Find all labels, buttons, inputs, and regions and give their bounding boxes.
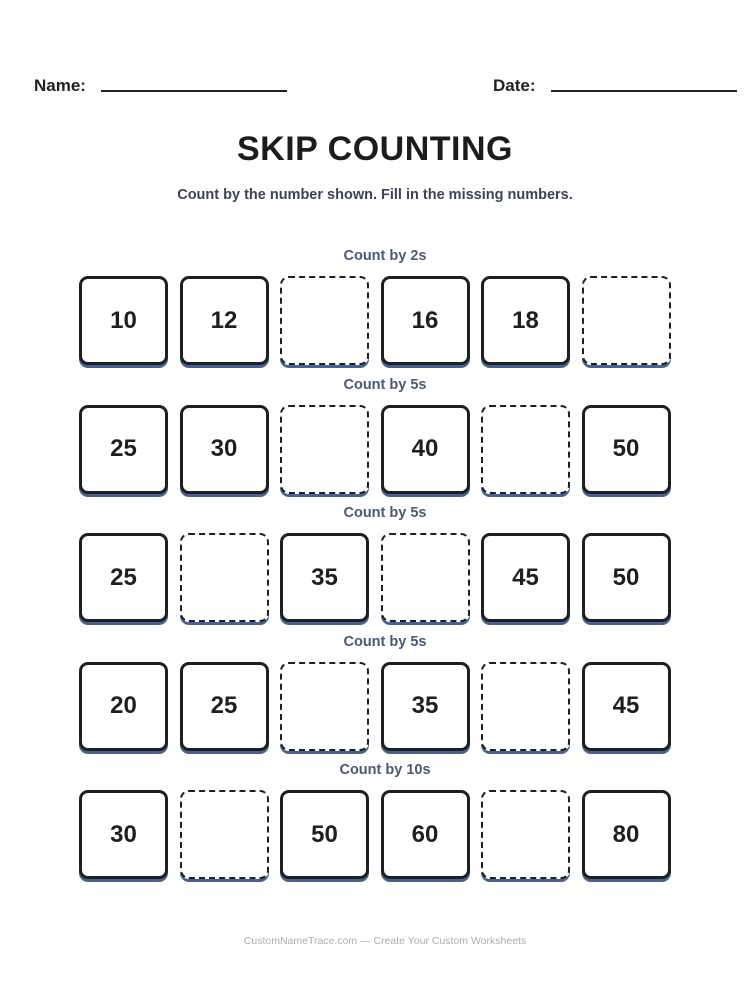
- number-box: 60: [381, 790, 470, 879]
- instructions: Count by the number shown. Fill in the missing numbers.: [177, 187, 573, 203]
- number-box: 25: [79, 533, 168, 622]
- number-box: 16: [381, 276, 470, 365]
- answer-box[interactable]: [481, 662, 570, 751]
- number-box: 80: [582, 790, 671, 879]
- answer-box[interactable]: [180, 790, 269, 879]
- row-label: Count by 5s: [343, 376, 427, 393]
- worksheet-title: SKIP COUNTING: [236, 130, 513, 168]
- answer-box[interactable]: [280, 662, 369, 751]
- date-label: Date:: [493, 76, 536, 95]
- number-boxes: [79, 790, 671, 879]
- row-label: Count by 2s: [343, 248, 427, 264]
- number-box: 50: [582, 533, 671, 622]
- answer-box[interactable]: [280, 405, 369, 494]
- name-field-line[interactable]: [101, 90, 287, 92]
- number-box: 12: [180, 276, 269, 365]
- row-label: Count by 10s: [339, 762, 431, 778]
- date-field-line[interactable]: [551, 90, 737, 92]
- exercise-row: [0, 377, 750, 506]
- answer-box[interactable]: [481, 790, 570, 879]
- answer-box[interactable]: [280, 276, 369, 365]
- number-box: 45: [481, 533, 570, 622]
- number-box: 35: [381, 662, 470, 751]
- number-boxes: [79, 533, 671, 622]
- footer-credit: CustomNameTrace.com — Create Your Custom Worksheets: [243, 935, 527, 947]
- exercise-row: [0, 634, 750, 763]
- row-label: Count by 5s: [343, 633, 427, 650]
- number-boxes: [79, 405, 671, 494]
- number-boxes: [79, 662, 671, 751]
- answer-box[interactable]: [582, 276, 671, 365]
- row-label: Count by 5s: [343, 505, 427, 521]
- exercise-rows: [0, 248, 750, 891]
- number-box: 50: [582, 405, 671, 494]
- answer-box[interactable]: [481, 405, 570, 494]
- number-box: 10: [79, 276, 168, 365]
- number-box: 25: [180, 662, 269, 751]
- name-label: Name:: [34, 76, 86, 95]
- number-box: 40: [381, 405, 470, 494]
- number-box: 50: [280, 790, 369, 879]
- exercise-row: [0, 248, 750, 377]
- exercise-row: [0, 505, 750, 634]
- number-box: 20: [79, 662, 168, 751]
- number-box: 30: [180, 405, 269, 494]
- number-boxes: [79, 276, 671, 365]
- answer-box[interactable]: [180, 533, 269, 622]
- number-box: 35: [280, 533, 369, 622]
- number-box: 18: [481, 276, 570, 365]
- number-box: 25: [79, 405, 168, 494]
- number-box: 30: [79, 790, 168, 879]
- answer-box[interactable]: [381, 533, 470, 622]
- exercise-row: [0, 762, 750, 891]
- number-box: 45: [582, 662, 671, 751]
